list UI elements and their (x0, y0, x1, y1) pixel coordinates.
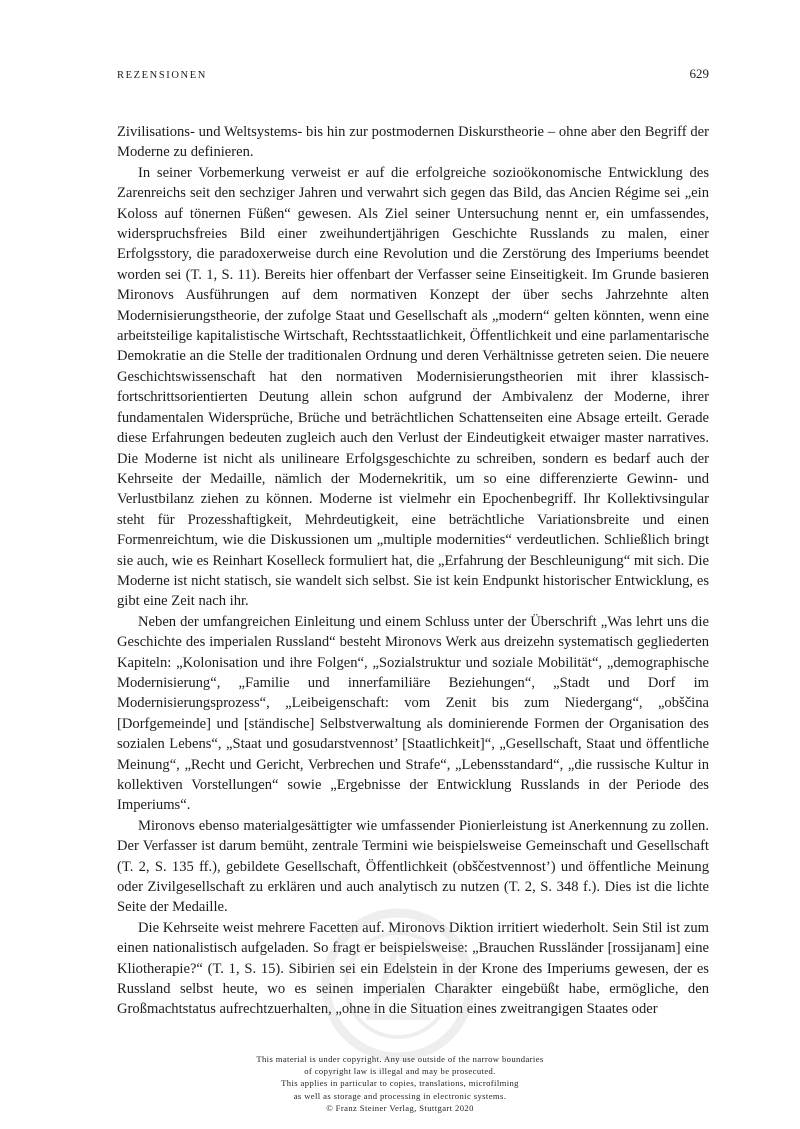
paragraph: Zivilisations- und Weltsystems- bis hin zur postmodernen Diskurstheorie – ohne aber den Begriff der Moderne zu definieren. (117, 124, 709, 161)
running-head: REZENSIONEN (117, 70, 207, 81)
page-header (117, 66, 709, 82)
paragraph: Mironovs ebenso materialgesättigter wie umfassender Pionierleistung ist Anerkennung zu zollen. Der Verfasser ist darum bemüht, zentrale Termini wie beispielsweise Gemeinschaft und Gesellschaft (T. 2, S. 135 ff.), gebildete Gesellschaft, Öffentlichkeit (obščestvennost’) und öffentliche Meinung oder Zivilgesellschaft zu erklären und auch analytisch zu nutzen (T. 2, S. 348 f.). Dies ist die lichte Seite der Medaille. (117, 817, 709, 916)
copyright-line: as well as storage and processing in electronic systems. (293, 1090, 507, 1101)
copyright-notice (0, 1053, 800, 1114)
copyright-line: © Franz Steiner Verlag, Stuttgart 2020 (326, 1102, 474, 1113)
copyright-line: This applies in particular to copies, translations, microfilming (281, 1078, 519, 1089)
publisher-logo-watermark-icon (318, 905, 478, 1065)
review-body (117, 122, 709, 1020)
copyright-line: This material is under copyright. Any use outside of the narrow boundaries (256, 1054, 544, 1064)
paragraph: Die Kehrseite weist mehrere Facetten auf. Mironovs Diktion irritiert wiederholt. Sein Stil ist zum einen nationalistisch aufgeladen. So fragt er beispielsweise: „Brauchen Russländer [rossijanam] eine Kliotherapie?“ (T. 1, S. 15). Sibirien sei ein Edelstein in der Krone des Imperiums gewesen, der es Russland selbst heute, wo es seinen imperialen Charakter eingebüßt habe, ermögliche, den Großmachtstatus aufrechtzuerhalten, „ohne in die Situation eines zweitrangigen Staates oder (117, 919, 709, 1018)
paragraph: In seiner Vorbemerkung verweist er auf die erfolgreiche sozioökonomische Entwicklung des Zarenreichs seit den sechziger Jahren und verwahrt sich gegen das Bild, das Ancien Régime sei „ein Koloss auf tönernen Füßen“ gewesen. Als Ziel seiner Untersuchung nennt er, ein umfassendes, widerspruchsfreies Bild einer zweihundertjährigen Geschichte Russlands zu malen, einer Erfolgsstory, die paradoxerweise durch eine Revolution und die Zerstörung des Imperiums beendet worden sei (T. 1, S. 11). Bereits hier offenbart der Verfasser seine Einseitigkeit. Im Grunde basieren Mironovs Ausführungen auf dem normativen Konzept der über sechs Jahrzehnte alten Modernisierungstheorie, der zufolge Staat und Gesellschaft als „modern“ gelten könnten, wenn eine arbeitsteilige kapitalistische Wirtschaft, Rechtsstaatlichkeit, Öffentlichkeit und eine parlamentarische Demokratie an die Stelle der traditionalen Ordnung und deren Verhältnisse getreten seien. Die neuere Geschichtswissenschaft hat den normativen Modernisierungstheorien mit ihrer klassisch-fortschrittsorientierten Deutung allein schon aufgrund der Ambivalenz der Moderne, ihrer fundamentalen Widersprüche, Brüche und beträchtlichen Schattenseiten eine Absage erteilt. Gerade diese Erfahrungen bedeuten zugleich auch den Verlust der Eindeutigkeit etwaiger master narratives. Die Moderne ist nicht als unilineare Erfolgsgeschichte zu schreiben, sondern es bedarf auch der Kehrseite der Medaille, nämlich der Modernekritik, um so eine differenzierte Gewinn- und Verlustbilanz ziehen zu können. Moderne ist vielmehr ein Epochenbegriff. Ihr Kollektivsingular steht für Prozesshaftigkeit, Mehrdeutigkeit, eine beträchtliche Variationsbreite und einen Formenreichtum, wie die Diskussionen um „multiple modernities“ verdeutlichen. Schließlich bringt sie auch, wie es Reinhart Koselleck formuliert hat, die „Erfahrung der Beschleunigung“ mit sich. Die Moderne ist nicht statisch, sie wandelt sich selbst. Sie ist kein Endpunkt historischer Entwicklung, es gibt eine Zeit nach ihr. (117, 164, 709, 610)
copyright-line: of copyright law is illegal and may be prosecuted. (304, 1066, 496, 1077)
page-number: 629 (689, 66, 709, 81)
paragraph: Neben der umfangreichen Einleitung und einem Schluss unter der Überschrift „Was lehrt uns die Geschichte des imperialen Russland“ besteht Mironovs Werk aus dreizehn systematisch gegliederten Kapiteln: „Kolonisation und ihre Folgen“, „Sozialstruktur und soziale Mobilität“, „demographische Modernisierung“, „Familie und innerfamiliäre Beziehungen“, „Stadt und Dorf im Modernisierungsprozess“, „Leibeigenschaft: vom Zenit bis zum Niedergang“, „obščina [Dorfgemeinde] und [ständische] Selbstverwaltung als dominierende Formen der Organisation des sozialen Lebens“, „Staat und gosudarstvennost’ [Staatlichkeit]“, „Gesellschaft, Staat und öffentliche Meinung“, „Recht und Gericht, Verbrechen und Strafe“, „Lebensstandard“, „die russische Kultur in kollektiven Vorstellungen“ sowie „Ergebnisse der Entwicklung Russlands in der Periode des Imperiums“. (117, 613, 709, 814)
